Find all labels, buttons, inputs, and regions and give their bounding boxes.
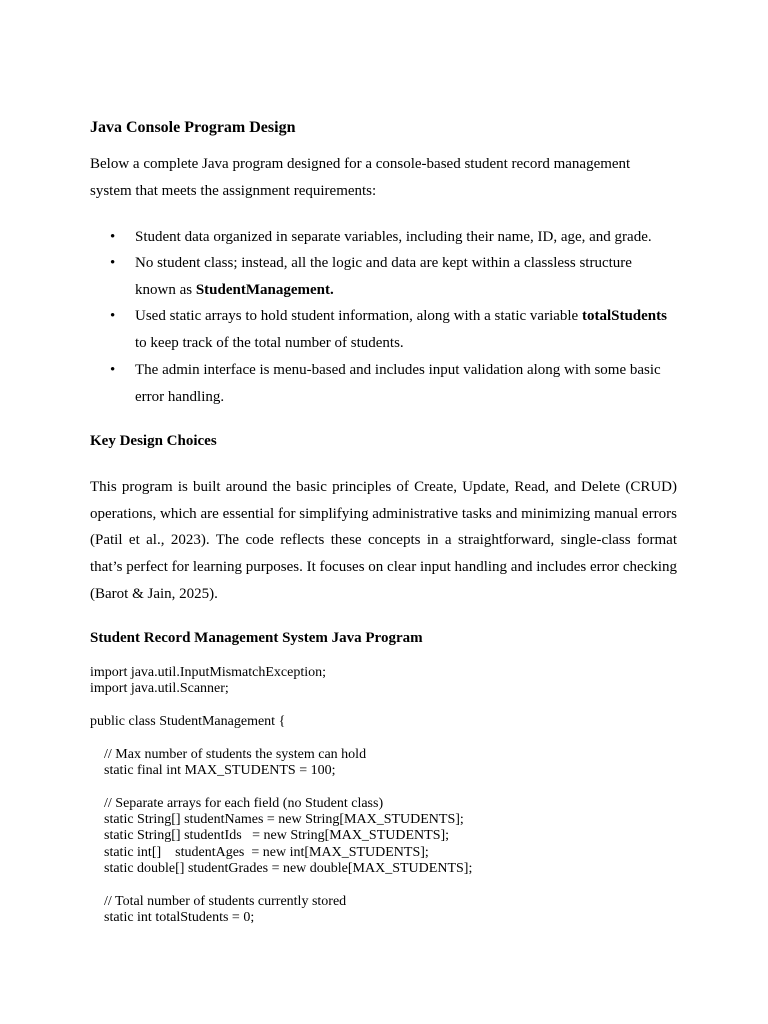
bullet-item-4-line-1: The admin interface is menu-based and includes input validation along with some basic [135,362,661,378]
key-design-paragraph: This program is built around the basic principles of Create, Update, Read, and Delete (CRUD) operations, which are essential for simplifying administrative tasks and minimizing manual errors (Patil et al., 2023). The code reflects these concepts in a straightforward, single-class format that’s perfect for learning purposes. It focuses on clear input handling and includes error checking (Barot & Jain, 2025). [90,479,677,602]
bullet-dot: • [110,229,116,245]
bullet-dot: • [110,308,116,324]
bullet-item-1: Student data organized in separate variables, including their name, ID, age, and grade. [135,229,652,245]
intro-line-2: system that meets the assignment requirements: [90,183,377,199]
bullet-item-4-line-2: error handling. [135,389,225,405]
bullet-dot: • [110,362,116,378]
bullet-item-2-line-1: No student class; instead, all the logic and data are kept within a classless structure [135,255,632,271]
variable-name-bold: totalStudents [581,308,667,324]
bullet-text: Used static arrays to hold student information, along with a static variable [135,308,582,324]
key-design-heading: Key Design Choices [90,433,217,449]
bullet-item-2-line-2 [135,282,334,299]
code-max-students: // Max number of students the system can hold static final int MAX_STUDENTS = 100; [104,747,367,779]
intro-line-1: Below a complete Java program designed for a console-based student record management [90,156,631,172]
class-name-bold: StudentManagement. [195,282,334,298]
bullet-item-3-line-2: to keep track of the total number of students. [135,335,404,351]
bullet-dot: • [110,255,116,271]
code-total-students: // Total number of students currently stored static int totalStudents = 0; [104,894,347,926]
code-arrays: // Separate arrays for each field (no Student class) static String[] studentNames = new String[MAX_STUDENTS]; static String[] studentIds = new String[MAX_STUDENTS]; static int[] studentAges = new int[MAX_STUDENTS]; static double[] studentGrades = new double[MAX_STUDENTS]; [104,796,473,876]
bullet-text: known as [135,282,196,298]
code-imports: import java.util.InputMismatchException; import java.util.Scanner; [90,665,327,697]
bullet-item-3-line-1 [135,308,667,325]
program-heading: Student Record Management System Java Program [90,630,423,646]
section-heading: Java Console Program Design [90,119,296,136]
code-class-declaration: public class StudentManagement { [90,714,286,729]
